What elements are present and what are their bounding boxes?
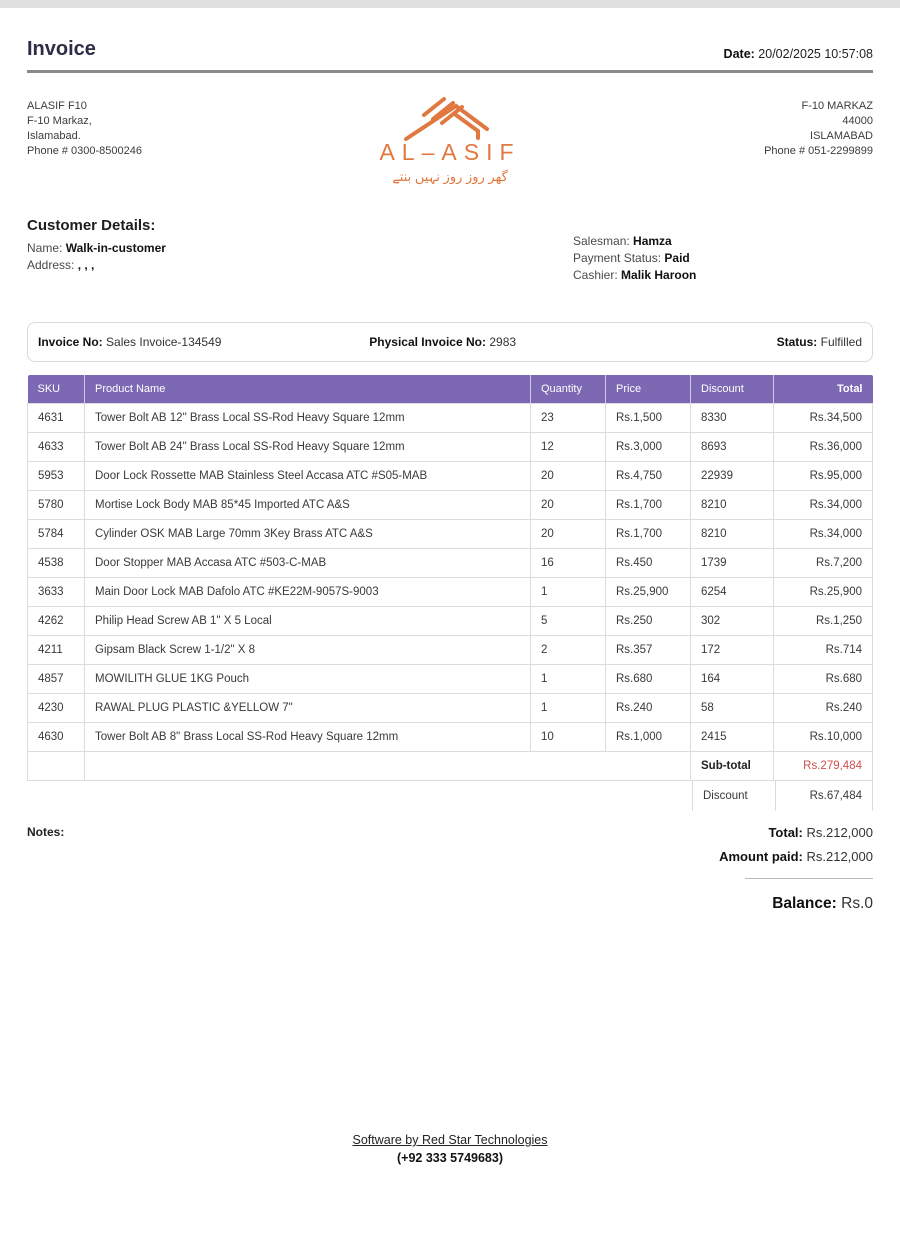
cell-product-name: Door Lock Rossette MAB Stainless Steel Accasa ATC #S05-MAB: [85, 462, 531, 491]
cell-product-name: MOWILITH GLUE 1KG Pouch: [85, 665, 531, 694]
cell-discount: 164: [691, 665, 774, 694]
cell-sku: 4538: [28, 549, 85, 578]
cashier-line: [573, 267, 873, 284]
cell-total: Rs.714: [774, 636, 873, 665]
cell-quantity: 1: [531, 694, 606, 723]
totals-block: [719, 825, 873, 913]
salesman-value: Hamza: [633, 234, 672, 248]
cell-quantity: 2: [531, 636, 606, 665]
address-value: , , ,: [77, 258, 95, 272]
date-line: [724, 47, 873, 61]
table-row: [28, 491, 873, 520]
cell-sku: 4630: [28, 723, 85, 752]
col-header-discount: Discount: [691, 375, 774, 404]
cell-quantity: 20: [531, 520, 606, 549]
cell-total: Rs.36,000: [774, 433, 873, 462]
cell-total: Rs.34,000: [774, 491, 873, 520]
subtotal-value: Rs.279,484: [774, 752, 873, 781]
name-value: Walk-in-customer: [65, 241, 166, 255]
name-label: Name:: [27, 241, 63, 255]
cell-sku: 5784: [28, 520, 85, 549]
total-value: Rs.212,000: [806, 825, 873, 840]
customer-left: [27, 217, 166, 284]
cell-price: Rs.450: [606, 549, 691, 578]
cell-quantity: 5: [531, 607, 606, 636]
cell-sku: 4857: [28, 665, 85, 694]
col-header-sku: SKU: [28, 375, 85, 404]
page-title: Invoice: [27, 38, 96, 60]
cell-price: Rs.3,000: [606, 433, 691, 462]
cell-discount: 8210: [691, 491, 774, 520]
cell-discount: 8330: [691, 404, 774, 433]
address-line: F-10 Markaz,: [27, 115, 92, 127]
address-line: Phone # 0300-8500246: [27, 145, 142, 157]
company-logo: [379, 93, 520, 185]
header-divider: [27, 70, 873, 73]
amount-paid-value: Rs.212,000: [806, 849, 873, 864]
cell-total: Rs.34,500: [774, 404, 873, 433]
cell-discount: 172: [691, 636, 774, 665]
cell-discount: 8210: [691, 520, 774, 549]
status: [777, 335, 862, 349]
cell-discount: 58: [691, 694, 774, 723]
discount-label: Discount: [692, 781, 775, 811]
cell-discount: 6254: [691, 578, 774, 607]
cell-price: Rs.4,750: [606, 462, 691, 491]
table-row: [28, 404, 873, 433]
cell-product-name: Tower Bolt AB 24" Brass Local SS-Rod Heavy Square 12mm: [85, 433, 531, 462]
cell-sku: 5953: [28, 462, 85, 491]
table-row: [28, 578, 873, 607]
cell-quantity: 20: [531, 491, 606, 520]
items-table-header: [28, 375, 873, 404]
subtotal-label: Sub-total: [691, 752, 774, 781]
customer-right: [573, 233, 873, 284]
cell-total: Rs.240: [774, 694, 873, 723]
table-row: [28, 723, 873, 752]
discount-value: Rs.67,484: [775, 781, 873, 811]
cell-sku: 4633: [28, 433, 85, 462]
cell-quantity: 23: [531, 404, 606, 433]
cell-sku: 4211: [28, 636, 85, 665]
cell-total: Rs.10,000: [774, 723, 873, 752]
col-header-quantity: Quantity: [531, 375, 606, 404]
cell-sku: 3633: [28, 578, 85, 607]
invoice-no-value: Sales Invoice-134549: [106, 335, 222, 349]
total-label: Total:: [768, 825, 803, 840]
cashier-label: Cashier:: [573, 268, 618, 282]
cell-quantity: 10: [531, 723, 606, 752]
table-row: [28, 636, 873, 665]
cell-product-name: Main Door Lock MAB Dafolo ATC #KE22M-9057S-9003: [85, 578, 531, 607]
subtotal-row: [28, 752, 873, 781]
table-row: [28, 462, 873, 491]
cell-price: Rs.1,000: [606, 723, 691, 752]
cashier-value: Malik Haroon: [621, 268, 697, 282]
cell-price: Rs.680: [606, 665, 691, 694]
store-address-left: [27, 99, 257, 185]
cell-discount: 302: [691, 607, 774, 636]
footer: [0, 1133, 900, 1165]
address-line: Islamabad.: [27, 130, 81, 142]
cell-product-name: Gipsam Black Screw 1-1/2" X 8: [85, 636, 531, 665]
col-header-price: Price: [606, 375, 691, 404]
cell-sku: 4631: [28, 404, 85, 433]
software-by-link[interactable]: Software by Red Star Technologies: [352, 1133, 548, 1147]
top-strip: [0, 0, 900, 8]
cell-price: Rs.1,700: [606, 520, 691, 549]
discount-row: [27, 781, 873, 811]
total-line: [719, 825, 873, 840]
address-line: ALASIF F10: [27, 100, 87, 112]
address-label: Address:: [27, 258, 75, 272]
cell-price: Rs.1,500: [606, 404, 691, 433]
cell-discount: 8693: [691, 433, 774, 462]
cell-quantity: 1: [531, 578, 606, 607]
status-label: Status:: [776, 335, 818, 349]
cell-price: Rs.357: [606, 636, 691, 665]
cell-total: Rs.1,250: [774, 607, 873, 636]
cell-product-name: Cylinder OSK MAB Large 70mm 3Key Brass ATC A&S: [85, 520, 531, 549]
logo-tagline-urdu: گھر روز روز نہیں بنتے: [392, 169, 508, 184]
salesman-line: [573, 233, 873, 250]
cell-total: Rs.95,000: [774, 462, 873, 491]
store-address-right: [643, 99, 873, 185]
cell-sku: 4230: [28, 694, 85, 723]
items-table: [27, 375, 873, 781]
cell-price: Rs.25,900: [606, 578, 691, 607]
table-row: [28, 549, 873, 578]
cell-total: Rs.7,200: [774, 549, 873, 578]
company-strip: [27, 99, 873, 185]
customer-details-heading: Customer Details:: [27, 217, 156, 234]
cell-product-name: Tower Bolt AB 12" Brass Local SS-Rod Heavy Square 12mm: [85, 404, 531, 433]
customer-address-line: [27, 257, 166, 274]
cell-discount: 22939: [691, 462, 774, 491]
cell-sku: 4262: [28, 607, 85, 636]
date-label: Date:: [723, 47, 755, 61]
cell-product-name: Door Stopper MAB Accasa ATC #503-C-MAB: [85, 549, 531, 578]
table-row: [28, 694, 873, 723]
header: [27, 38, 873, 61]
cell-product-name: Philip Head Screw AB 1" X 5 Local: [85, 607, 531, 636]
invoice-page: [0, 38, 900, 913]
cell-sku: 5780: [28, 491, 85, 520]
cell-discount: 2415: [691, 723, 774, 752]
status-value: Fulfilled: [820, 335, 862, 349]
balance-line: [719, 895, 873, 913]
physical-invoice-label: Physical Invoice No:: [369, 335, 486, 349]
roof-icon: [379, 93, 520, 141]
amount-paid-label: Amount paid:: [719, 849, 803, 864]
balance-value: Rs.0: [841, 895, 873, 912]
customer-section: [27, 217, 873, 284]
cell-quantity: 1: [531, 665, 606, 694]
cell-total: Rs.680: [774, 665, 873, 694]
payment-status-value: Paid: [664, 251, 690, 265]
invoice-no: [38, 335, 221, 349]
payment-status-label: Payment Status:: [573, 251, 662, 265]
date-value: 20/02/2025 10:57:08: [758, 47, 873, 61]
balance-divider: [745, 878, 873, 879]
physical-invoice-no: [369, 335, 516, 349]
table-row: [28, 520, 873, 549]
logo-wordmark: AL–ASIF: [379, 139, 521, 165]
cell-product-name: Mortise Lock Body MAB 85*45 Imported ATC A&S: [85, 491, 531, 520]
address-line: F-10 MARKAZ: [801, 100, 873, 112]
customer-name-line: [27, 240, 166, 257]
col-header-total: Total: [774, 375, 873, 404]
cell-quantity: 20: [531, 462, 606, 491]
address-line: 44000: [842, 115, 873, 127]
empty-cell: [85, 752, 691, 781]
col-header-product: Product Name: [85, 375, 531, 404]
cell-price: Rs.240: [606, 694, 691, 723]
cell-product-name: Tower Bolt AB 8" Brass Local SS-Rod Heavy Square 12mm: [85, 723, 531, 752]
table-row: [28, 433, 873, 462]
salesman-label: Salesman:: [573, 234, 630, 248]
address-line: Phone # 051-2299899: [764, 145, 873, 157]
amount-paid-line: [719, 849, 873, 864]
cell-quantity: 16: [531, 549, 606, 578]
table-row: [28, 607, 873, 636]
cell-total: Rs.34,000: [774, 520, 873, 549]
cell-price: Rs.250: [606, 607, 691, 636]
footer-phone: (+92 333 5749683): [397, 1151, 503, 1165]
cell-discount: 1739: [691, 549, 774, 578]
empty-cell: [28, 752, 85, 781]
notes-label: Notes:: [27, 825, 65, 839]
payment-status-line: [573, 250, 873, 267]
invoice-meta-bar: [27, 322, 873, 362]
cell-price: Rs.1,700: [606, 491, 691, 520]
physical-invoice-value: 2983: [489, 335, 517, 349]
invoice-no-label: Invoice No:: [38, 335, 103, 349]
cell-product-name: RAWAL PLUG PLASTIC &YELLOW 7": [85, 694, 531, 723]
table-row: [28, 665, 873, 694]
balance-label: Balance:: [772, 895, 837, 912]
cell-quantity: 12: [531, 433, 606, 462]
address-line: ISLAMABAD: [810, 130, 873, 142]
totals-zone: [27, 825, 873, 913]
spacer: [27, 781, 692, 811]
cell-total: Rs.25,900: [774, 578, 873, 607]
